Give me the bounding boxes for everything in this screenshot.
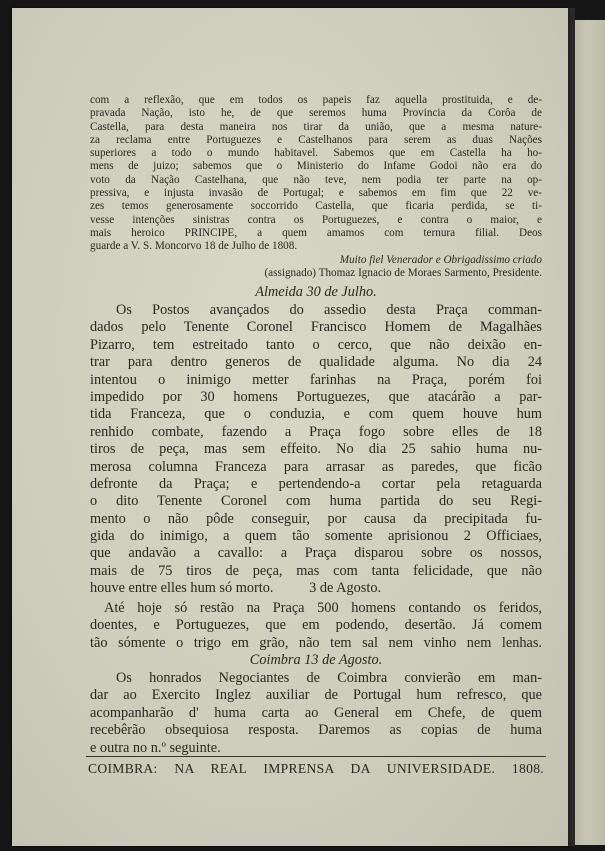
dateline-almeida [90, 284, 542, 301]
text-line: vesse intenções sinistras contra os Portuguezes, e contra o maior, e [90, 213, 542, 226]
section-heading: Almeida 30 de Julho. [255, 284, 377, 300]
text-line: doentes, e Portuguezes, que em podendo, desertão. Já comem [90, 617, 542, 634]
text-line: recebêrão obsequiosa resposta. Daremos as copias de huma [90, 722, 542, 739]
paragraph-agosto [90, 600, 542, 652]
text-line: Pizarro, tem estreitado tanto o cerco, que não deixão en- [90, 336, 542, 353]
text-line: zes temos generosamente soccorrido Castella, que ficaria perdida, se ti- [90, 200, 542, 213]
text-line: guarde a V. S. Moncorvo 18 de Julho de 1808. [90, 240, 298, 253]
text-line: Até hoje só restão na Praça 500 homens contando os feridos, [104, 600, 542, 616]
text-line: pravada Nação, isto he, de que seremos huma Provincia da Corôa de [90, 107, 542, 120]
page-gutter [568, 8, 575, 846]
signature-name: (assignado) Thomaz Ignacio de Moraes Sarmento, Presidente. [264, 267, 542, 280]
text-line: o dito Tenente Coronel com huma partida do seu Regi- [90, 493, 542, 510]
next-page-edge [575, 20, 605, 845]
text-line: za reclama entre Portuguezes e Castelhanos para serem as duas Nações [90, 133, 542, 146]
signature-block [90, 254, 542, 281]
text-line: mais heroico PRINCIPE, a quem amamos com ternura filial. Deos [90, 226, 542, 239]
text-line: com a reflexão, que em todos os papeis faz aquella prostituida, e de- [90, 94, 542, 106]
text-line: dar ao Exercito Inglez auxiliar de Portugal hum refresco, que [90, 687, 542, 704]
text-line: pressiva, e injusta invasão de Portugal; e sabemos em fim que 22 ve- [90, 187, 542, 200]
text-line: Os Postos avançados do assedio desta Praça comman- [116, 302, 542, 318]
text-line: tiros de peça, mas sem effeito. No dia 25 sahio huma nu- [90, 441, 542, 458]
text-line: acompanharão d' huma carta ao General em Chefe, de quem [90, 704, 542, 721]
text-line: intentou o inimigo metter farinhas na Praça, porém foi [90, 371, 542, 388]
paragraph-almeida [90, 302, 542, 598]
signature-closing: Muito fiel Venerador e Obrigadissimo criado [339, 254, 542, 266]
text-line: Castella, para desta maneira nos tirar da união, que a mesma nature- [90, 120, 542, 133]
text-line: que andavão a cavallo: a Praça disparou sobre os nossos, [90, 545, 542, 562]
text-line: merosa columna Franceza para arrasar as paredes, que ficão [90, 458, 542, 475]
text-line: tão sómente o trigo em grão, não tem sal nem vinho nem lenhas. [90, 634, 542, 651]
imprint-line: COIMBRA: NA REAL IMPRENSA DA UNIVERSIDADE. 1808. [88, 761, 544, 776]
text-line: Os honrados Negociantes de Coimbra convierão em man- [116, 670, 542, 686]
text-line: defronte da Praça; e pertendendo-a cortar pela retaguarda [90, 475, 542, 492]
paragraph-coimbra [90, 670, 542, 757]
text-line: mento o não pôde conseguir, por causa da precipitada fu- [90, 510, 542, 527]
text-line: tida Franceza, que o conduzia, e com quem houve hum [90, 406, 542, 423]
text-line: renhido combate, fazendo a Praça fogo sobre elles de 18 [90, 423, 542, 440]
text-line: mens de juizo; sabemos que o Ministerio do Infame Godoi não era do [90, 160, 542, 173]
text-line: voto da Nação Castelhana, que não teve, nem podia ter parte na op- [90, 173, 542, 186]
text-line: houve entre elles hum só morto. 3 de Agosto. [90, 580, 382, 597]
paragraph-letter [90, 94, 542, 254]
text-line: gida do inimigo, a quem tão somente aprisionou 2 Officiaes, [90, 528, 542, 545]
footer-rule [86, 756, 546, 757]
section-heading: Coimbra 13 de Agosto. [249, 652, 383, 668]
text-line: impedido por 30 homens Portuguezes, que atacárão a par- [90, 388, 542, 405]
text-line: e outra no n.º seguinte. [90, 739, 221, 756]
text-line: superiores a todo o mundo habitavel. Sabemos que em Castella ha ho- [90, 147, 542, 160]
text-line: trar para dentro generos de qualidade alguma. No dia 24 [90, 354, 542, 371]
text-line: mais de 75 tiros de peça, mas com tanta felicidade, que não [90, 562, 542, 579]
text-line: dados pelo Tenente Coronel Francisco Homem de Magalhães [90, 319, 542, 336]
dateline-coimbra [90, 652, 542, 669]
